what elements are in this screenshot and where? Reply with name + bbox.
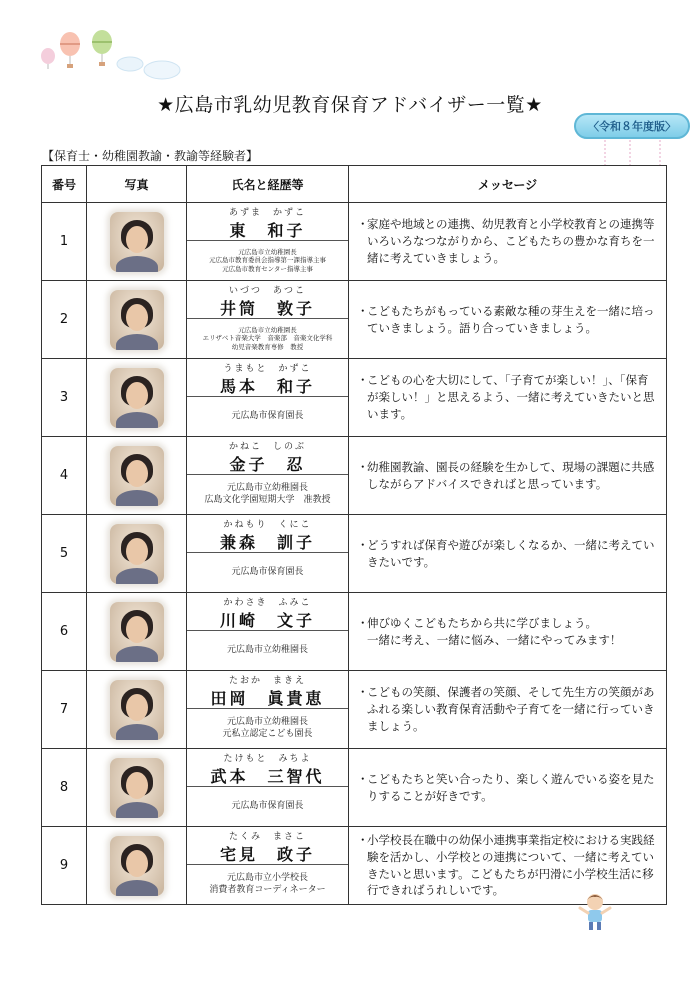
message-cell <box>349 359 667 437</box>
photo-cell <box>87 749 187 827</box>
message-cell <box>349 827 667 905</box>
advisor-name: 兼森 訓子 <box>219 533 315 552</box>
career-line: 元広島市立幼稚園長 <box>238 248 297 257</box>
year-badge: 〈令和８年度版〉 <box>574 113 690 139</box>
advisor-career <box>187 787 348 826</box>
advisor-kana: うまもと かずこ <box>223 364 312 374</box>
advisor-number: 3 <box>42 359 87 437</box>
photo-cell <box>87 593 187 671</box>
advisor-photo <box>110 680 164 740</box>
bullet-icon: ・ <box>357 685 369 700</box>
advisor-message: 家庭や地域との連携、幼児教育と小学校教育との連携等いろいろなつながりから、こどもたちの豊かな育ちを一緒に考えていきましょう。 <box>367 217 655 265</box>
table-row <box>42 593 667 671</box>
bullet-icon: ・ <box>357 537 369 552</box>
bullet-icon: ・ <box>357 373 369 388</box>
table-row <box>42 515 667 593</box>
advisor-message: 伸びゆくこどもたちから共に学びましょう。 一緒に考え、一緒に悩み、一緒にやってみます！ <box>367 615 622 647</box>
name-cell <box>187 281 349 359</box>
advisor-message: 小学校長在職中の幼保小連携事業指定校における実践経験を活かし、小学校との連携について、一緒に考えていきたいと思います。こどもたちが円滑に小学校生活に移行できればうれしいです。 <box>367 833 655 898</box>
advisor-kana: いづつ あつこ <box>228 286 306 296</box>
advisor-photo <box>110 446 164 506</box>
table-row <box>42 359 667 437</box>
message-cell <box>349 515 667 593</box>
message-cell <box>349 671 667 749</box>
header-number: 番号 <box>42 166 87 203</box>
table-row <box>42 281 667 359</box>
advisor-photo <box>110 758 164 818</box>
advisor-kana: かねこ しのぶ <box>228 442 306 452</box>
advisor-career <box>187 319 348 358</box>
advisor-number: 2 <box>42 281 87 359</box>
table-row <box>42 671 667 749</box>
career-line: 元広島市立小学校長 <box>226 873 308 884</box>
advisor-name: 馬本 和子 <box>219 377 315 396</box>
photo-cell <box>87 671 187 749</box>
message-cell <box>349 593 667 671</box>
advisor-kana: たけもと みちよ <box>223 754 312 764</box>
career-line: 元広島市教育センター指導主事 <box>222 264 313 273</box>
career-line: 幼児音楽教育専修 教授 <box>231 342 304 351</box>
bullet-icon: ・ <box>357 303 369 318</box>
advisor-name: 東 和子 <box>229 221 306 240</box>
table-row <box>42 749 667 827</box>
advisor-career <box>187 241 348 280</box>
career-line: 元私立認定こども園長 <box>222 728 313 739</box>
advisor-message: こどもの心を大切にして、「子育てが楽しい！」、「保育が楽しい！」と思えるよう、一緒に考えていきたいと思います。 <box>367 373 655 421</box>
photo-cell <box>87 515 187 593</box>
balloons-decoration <box>30 22 190 84</box>
photo-cell <box>87 437 187 515</box>
bullet-icon: ・ <box>357 833 369 848</box>
advisor-number: 1 <box>42 203 87 281</box>
advisor-kana: あずま かずこ <box>228 208 306 218</box>
advisor-name: 田岡 眞貴恵 <box>210 689 325 708</box>
header-name: 氏名と経歴等 <box>187 166 349 203</box>
advisor-career <box>187 397 348 436</box>
career-line: 元広島市保育園長 <box>231 566 304 577</box>
career-line: 元広島市立幼稚園長 <box>226 717 308 728</box>
advisor-number: 5 <box>42 515 87 593</box>
advisor-number: 7 <box>42 671 87 749</box>
photo-cell <box>87 281 187 359</box>
page-title: ★広島市乳幼児教育保育アドバイザー一覧★ <box>157 94 543 116</box>
advisor-number: 4 <box>42 437 87 515</box>
advisor-kana: かわさき ふみこ <box>223 598 312 608</box>
photo-cell <box>87 827 187 905</box>
advisor-number: 6 <box>42 593 87 671</box>
table-row <box>42 203 667 281</box>
advisor-career <box>187 475 348 514</box>
advisor-photo <box>110 836 164 896</box>
advisor-photo <box>110 290 164 350</box>
advisor-career <box>187 631 348 670</box>
name-cell <box>187 827 349 905</box>
bullet-icon: ・ <box>357 771 369 786</box>
advisor-name: 金子 忍 <box>229 455 306 474</box>
balloon-icon <box>92 30 112 66</box>
bullet-icon: ・ <box>357 615 369 630</box>
table-row <box>42 437 667 515</box>
advisor-number: 8 <box>42 749 87 827</box>
career-line: 元広島市立幼稚園長 <box>226 483 308 494</box>
advisor-kana: かねもり くにこ <box>223 520 312 530</box>
advisor-message: こどもの笑顔、保護者の笑顔、そして先生方の笑顔があふれる楽しい教育保育活動や子育てを一緒に行っていきましょう。 <box>367 685 655 733</box>
advisor-photo <box>110 602 164 662</box>
advisor-career <box>187 865 348 904</box>
advisor-name: 武本 三智代 <box>210 767 325 786</box>
category-heading: 【保育士・幼稚園教諭・教諭等経験者】 <box>42 149 259 163</box>
name-cell <box>187 749 349 827</box>
photo-cell <box>87 359 187 437</box>
career-line: 広島文化学園短期大学 准教授 <box>204 494 331 505</box>
advisor-name: 宅見 政子 <box>219 845 315 864</box>
header-photo: 写真 <box>87 166 187 203</box>
name-cell <box>187 515 349 593</box>
table-header-row <box>42 166 667 203</box>
advisor-message: こどもたちがもっている素敵な種の芽生えを一緒に培っていきましょう。語り合っていきましょう。 <box>367 303 655 335</box>
message-cell <box>349 281 667 359</box>
advisor-name: 川崎 文子 <box>219 611 315 630</box>
bullet-icon: ・ <box>357 459 369 474</box>
career-line: 消費者教育コーディネーター <box>209 884 326 895</box>
bullet-icon: ・ <box>357 217 369 232</box>
message-cell <box>349 749 667 827</box>
career-line: 元広島市立幼稚園長 <box>238 326 297 335</box>
career-line: 元広島市教育委員会指導第一課指導主事 <box>209 256 326 265</box>
balloon-icon <box>60 32 80 68</box>
career-line: 元広島市保育園長 <box>231 800 304 811</box>
advisor-photo <box>110 212 164 272</box>
table-row <box>42 827 667 905</box>
name-cell <box>187 359 349 437</box>
balloon-icon <box>41 48 55 69</box>
photo-cell <box>87 203 187 281</box>
advisor-photo <box>110 368 164 428</box>
advisor-name: 井筒 敦子 <box>219 299 315 318</box>
advisor-message: こどもたちと笑い合ったり、楽しく遊んでいる姿を見たりすることが好きです。 <box>367 771 655 803</box>
advisor-message: どうすれば保育や遊びが楽しくなるか、一緒に考えていきたいです。 <box>367 537 655 569</box>
cloud-icon <box>117 57 180 79</box>
career-line: エリザベト音楽大学 音楽部 音楽文化学科 <box>202 334 333 343</box>
advisor-table <box>41 165 667 905</box>
message-cell <box>349 203 667 281</box>
advisor-career <box>187 709 348 748</box>
advisor-kana: たおか まきえ <box>228 676 306 686</box>
header-message: メッセージ <box>349 166 667 203</box>
advisor-photo <box>110 524 164 584</box>
name-cell <box>187 671 349 749</box>
career-line: 元広島市立幼稚園長 <box>226 644 308 655</box>
name-cell <box>187 437 349 515</box>
name-cell <box>187 593 349 671</box>
advisor-message: 幼稚園教諭、園長の経験を生かして、現場の課題に共感しながらアドバイスできればと思っています。 <box>367 459 655 491</box>
advisor-kana: たくみ まさこ <box>228 832 306 842</box>
child-character-icon <box>577 892 613 932</box>
career-line: 元広島市保育園長 <box>231 410 304 421</box>
advisor-number: 9 <box>42 827 87 905</box>
message-cell <box>349 437 667 515</box>
advisor-career <box>187 553 348 592</box>
name-cell <box>187 203 349 281</box>
